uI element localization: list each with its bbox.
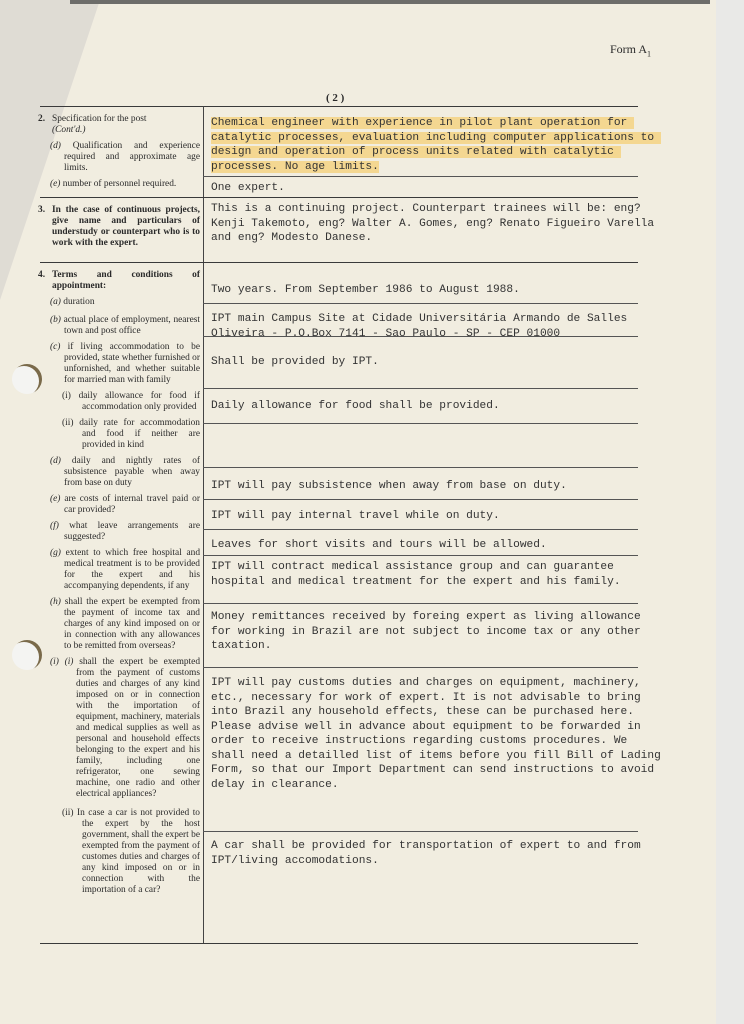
answer-duration: Two years. From September 1986 to August 1988. [211,284,520,296]
answer-personnel: One expert. [211,182,285,194]
answer-leave: Leaves for short visits and tours will be allowed. [211,539,547,551]
scan-edge [70,0,710,4]
form-identifier: Form $A_1$ [610,42,652,59]
answer-car: A car shall be provided for transportation of expert to and from IPT/living accomodations. [211,840,648,867]
answer-place: IPT main Campus Site at Cidade Universitária Armando de Salles Oliveira - P.O.Box 7141 - Sao Paulo - SP - CEP 01000 [211,313,634,340]
row-rule [203,603,638,604]
answer-counterpart: This is a continuing project. Counterpart trainees will be: eng? Kenji Takemoto, eng? Walter A. Gomes, eng? Renato Figueiro Varella and eng? Modesto Danese. [211,203,661,244]
row-rule [203,423,638,424]
row-rule [203,388,638,389]
row-rule [203,176,638,177]
row-rule [203,555,638,556]
answer-income-tax: Money remittances received by foreing expert as living allowance for working in Brazil are not subject to income tax or any other taxation. [211,611,648,652]
row-rule [203,303,638,304]
page-number: ( 2 ) [326,92,345,104]
answer-food-allowance: Daily allowance for food shall be provided. [211,400,500,412]
section-2-question: 2. Specification for the post (Cont'd.) (d) Qualification and experience required and approximate age limits. (e) number of personnel required. [38,114,201,189]
row-rule [203,831,638,832]
answer-qualification: Chemical engineer with experience in pilot plant operation for catalytic processes, evaluation including computer applications to design and operation of process units related with catalytic processes. No age limits. [211,117,661,173]
row-rule [203,467,638,468]
answer-customs: IPT will pay customs duties and charges on equipment, machinery, etc., necessary for work of expert. It is not advisable to bring into Brazil any household effects, these can be purchased here. Please advise well in advance about equipment to be forwarded in order to receive instructions regarding customs procedures. We shall need a detailled list of items before you fill Bill of Lading Form, so that our Import Department can send instructions to avoid delay in clearance. [211,677,668,791]
answer-travel: IPT will pay internal travel while on duty. [211,510,500,522]
section-rule [40,262,638,263]
answer-accommodation: Shall be provided by IPT. [211,356,379,368]
section-rule [40,197,638,198]
section-4-questions: 4. Terms and conditions of appointment: (a) duration (b) actual place of employment, nearest town and post office (c) if living accommodation to be provided, state whether furnished or unfornished, and whether suitable for married man with family (i) daily allowance for food if accommodation only provided (ii) daily rate for accommodation and food if neither are provided in kind (d) daily and nightly rates of subsistence payable when away from base on duty (e) are costs of internal travel paid or car provided? (f) what leave arrangements are suggested? (g) extent to which free hospital and medical treatment is to be provided for the expert and his accompanying dependents, if any (h) shall the expert be exempted from the payment of income tax and charges of any kind imposed on or in connection with any allowances to be remitted from overseas? (i) (i) shall the expert be exempted from the payment of customs duties and charges of any kind imposed on or in connection with the importation of equipment, machinery, materials and medical supplies as well as personal and household effects belonging to the expert and his family, including one refrigerator, one sewing machine, one radio and other electrical appliances? (ii) In case a car is not provided to the expert by the host government, shall the expert be exempted from the payment of customes duties and charges of any kind imposed on or in connection with the importation of a car? [38,270,201,895]
section-3-question: 3. In the case of continuous projects, give name and particulars of understudy or counterpart who is to work with the expert. [38,205,200,248]
column-divider [203,106,204,944]
table-top-rule [40,106,638,107]
table-bottom-rule [40,943,638,944]
answer-subsistence: IPT will pay subsistence when away from base on duty. [211,480,567,492]
row-rule [203,529,638,530]
answer-medical: IPT will contract medical assistance group and can guarantee hospital and medical treatment for the expert and his family. [211,561,621,588]
row-rule [203,499,638,500]
row-rule [203,667,638,668]
